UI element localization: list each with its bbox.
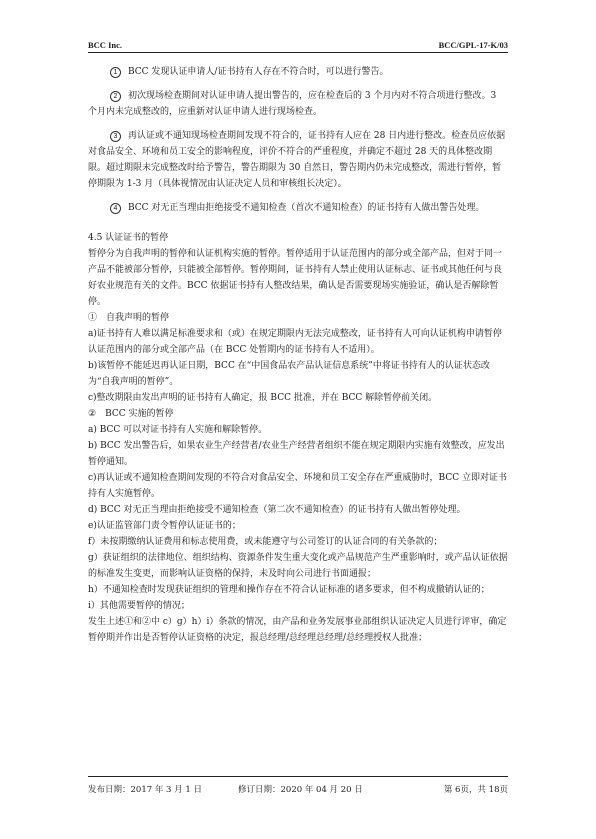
warning-text: BCC 发现认证申请人/证书持有人存在不符合时，可以进行警告。 xyxy=(128,67,389,77)
list-item: e)认证监管部门责令暂停认证证书的； xyxy=(88,521,241,531)
page-number: 第 6页，共 18页 xyxy=(443,785,508,795)
list-item: b) BCC 发出警告后，如果农业生产经营者/农业生产经营者组织不能在规定期限内实施有效整改，应发出暂停通知。 xyxy=(88,441,505,467)
circled-number: 3 xyxy=(110,131,121,142)
list-item: i）其他需要暂停的情况； xyxy=(88,601,190,611)
warning-text: 再认证或不通知现场检查期间发现不符合的，证书持有人应在 28 日内进行整改。检查员应依据对食品安全、环境和员工安全的影响程度，评价不符合的严重程度，并确定不超过 28 天的具体整改期限。超过期限未完成整改时给予警告，警告期限为 30 自然日，警告期内仍未完成整改，需进行暂停，暂停期限为 1-3 月（具体视情况由认证决定人员和审核组长决定）。 xyxy=(88,131,506,189)
section-intro: 暂停分为自我声明的暂停和认证机构实施的暂停。暂停适用于认证范围内的部分或全部产品，但对于同一产品不能被部分暂停，只能被全部暂停。暂停期间，证书持有人禁止使用认证标志、证书或其他任何与良好农业规范有关的文件。BCC 依据证书持有人整改结果，确认是否需要现场实施验证，确认是否解除暂停。 xyxy=(88,249,503,307)
list-item: g）获证组织的法律地位、组织结构、资源条件发生重大变化或产品规范产生严重影响时，或产品认证依据的标准发生变更，而影响认证资格的保持，未及时向公司进行书面通报； xyxy=(88,553,508,579)
warning-text: 初次现场检查期间对认证申请人提出警告的，应在检查后的 3 个月内对不符合项进行整改。3 个月内未完成整改的，应重新对认证申请人进行现场检查。 xyxy=(88,91,497,117)
section-title: 4.5 认证证书的暂停 xyxy=(88,233,169,243)
revision-date: 修订日期：2020 年 04 月 20 日 xyxy=(238,785,363,795)
list-item: d) BCC 对无正当理由拒绝接受不通知检查（第二次不通知检查）的证书持有人做出暂停处理。 xyxy=(88,505,466,515)
warning-text: BCC 对无正当理由拒绝接受不通知检查（首次不通知检查）的证书持有人做出警告处理。 xyxy=(128,203,485,213)
issue-date: 发布日期：2017 年 3 月 1 日 xyxy=(88,785,202,795)
page-header xyxy=(88,38,508,53)
document-body xyxy=(88,64,508,646)
list-item: c)再认证或不通知检查期间发现的不符合对食品安全、环境和员工安全存在严重威胁时，BCC 立即对证书持有人实施暂停。 xyxy=(88,473,507,499)
warning-item-4 xyxy=(88,200,508,216)
warning-item-3 xyxy=(88,128,508,192)
list-item: 发生上述①和②中 c）g）h）i）条款的情况，由产品和业务发展事业部组织认证决定人员进行评审，确定暂停期并作出是否暂停认证资格的决定，报总经理/总经理总经理/总经理授权人批准； xyxy=(88,617,507,643)
circled-number: 1 xyxy=(110,67,121,78)
document-code: BCC/GPL-17-K/03 xyxy=(438,40,508,50)
list-item: a)证书持有人难以满足标准要求和（或）在规定期限内无法完成整改，证书持有人可向认证机构申请暂停认证范围内的部分或全部产品（在 BCC 处暂期内的证书持有人不适用）。 xyxy=(88,329,502,355)
warning-item-1 xyxy=(88,64,508,80)
list-item: c)整改期限由发出声明的证书持有人确定，报 BCC 批准，并在 BCC 解除暂停前关闭。 xyxy=(88,393,438,403)
company-name: BCC Inc. xyxy=(88,40,123,50)
circled-number: 4 xyxy=(110,203,121,214)
list-item: b)该暂停不能延迟再认证日期，BCC 在“中国食品农产品认证信息系统”中将证书持有人的认证状态改为“自我声明的暂停”。 xyxy=(88,361,490,387)
self-declared-heading: ① 自我声明的暂停 xyxy=(88,313,170,323)
page-footer xyxy=(88,776,508,797)
list-item: a) BCC 可以对证书持有人实施和解除暂停。 xyxy=(88,425,268,435)
list-item: h）不通知检查时发现获证组织的管理和操作存在不符合认证标准的诸多要求，但不构成撤销认证的； xyxy=(88,585,490,595)
bcc-suspension-heading: ② BCC 实施的暂停 xyxy=(88,409,174,419)
circled-number: 2 xyxy=(110,91,121,102)
warning-item-2 xyxy=(88,88,508,120)
list-item: f）未按期缴纳认证费用和标志使用费，或未能遵守与公司签订的认证合同的有关条款的； xyxy=(88,537,443,547)
